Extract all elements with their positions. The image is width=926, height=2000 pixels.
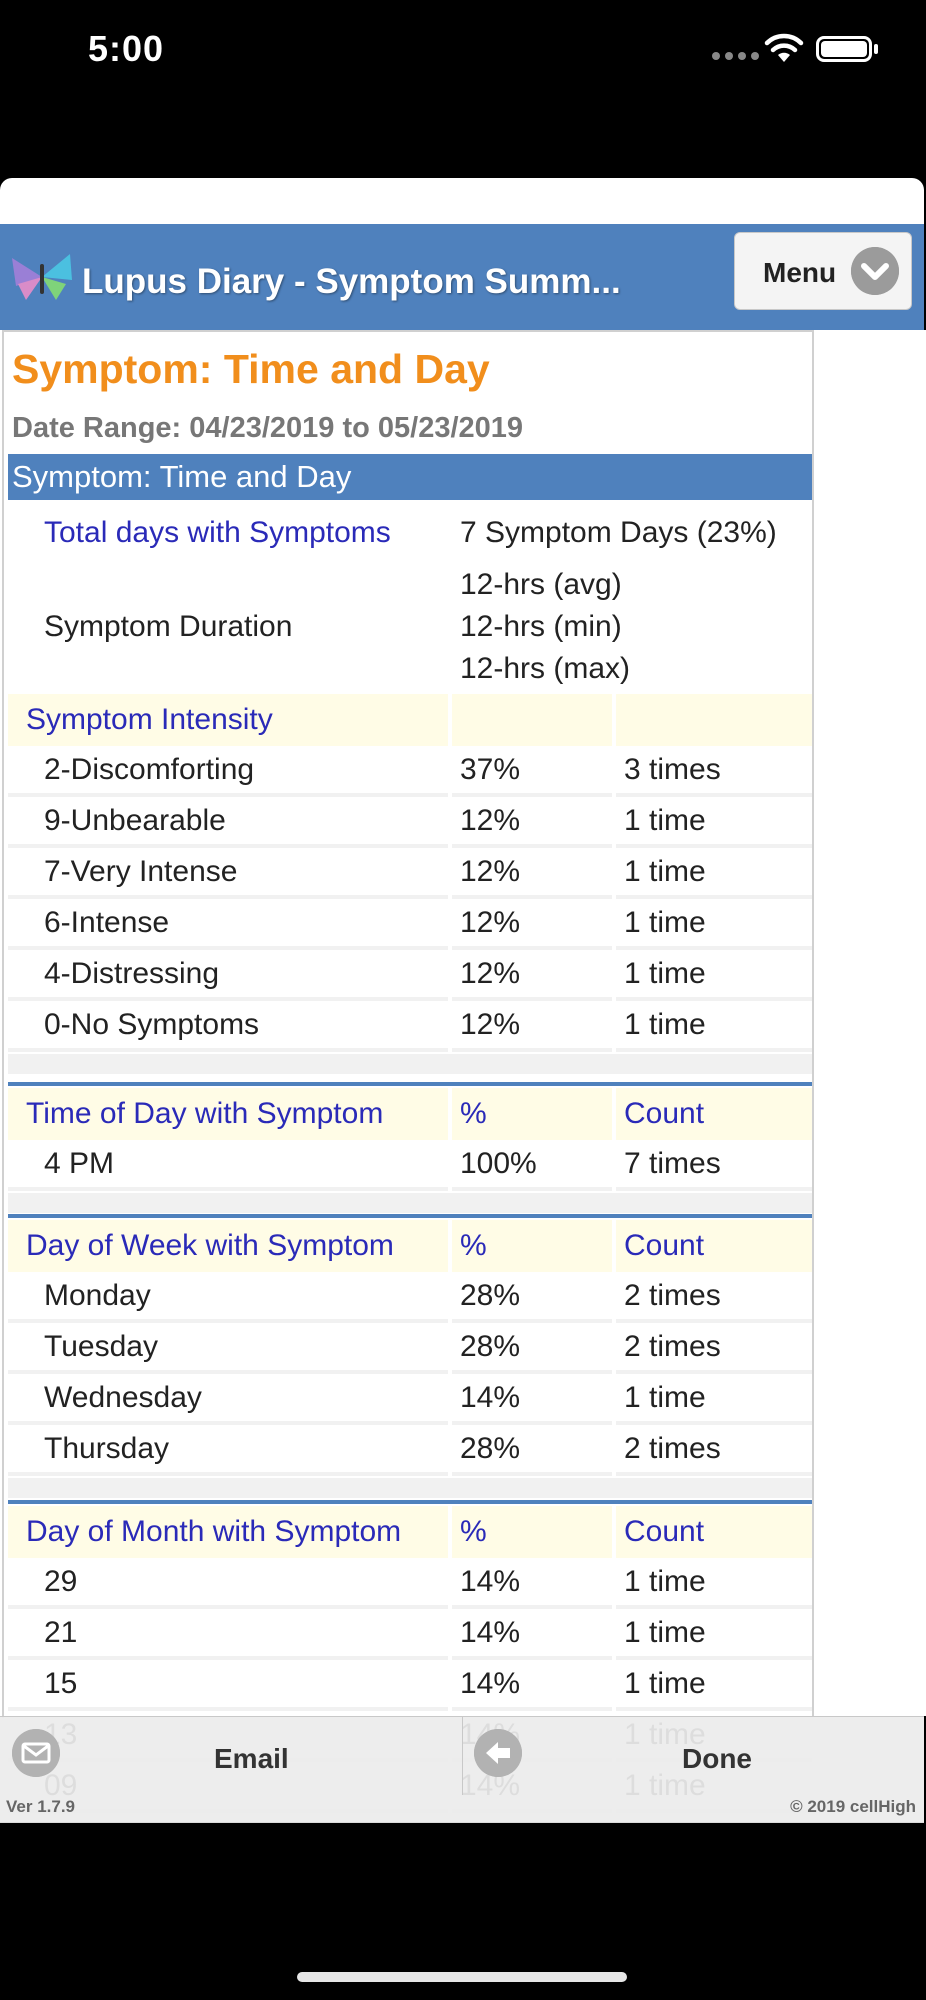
table-row — [8, 1272, 812, 1323]
version-label: Ver 1.7.9 — [6, 1797, 76, 1816]
intensity-header-row — [8, 694, 812, 746]
weekday-count: 2 times — [616, 1425, 812, 1476]
page-title: Symptom: Time and Day — [12, 346, 490, 392]
battery-tip — [874, 44, 878, 54]
day-of-month-header: Day of Month with Symptom — [8, 1506, 448, 1558]
duration-label: Symptom Duration — [44, 610, 293, 643]
table-row — [8, 848, 812, 899]
table-row — [8, 746, 812, 797]
intensity-count: 1 time — [616, 950, 812, 1001]
table-row — [8, 1558, 812, 1609]
email-button[interactable]: Email — [214, 1743, 289, 1774]
monthday-label: 21 — [8, 1609, 448, 1660]
date-range: Date Range: 04/23/2019 to 05/23/2019 — [12, 412, 524, 444]
intensity-pct: 12% — [452, 797, 612, 848]
intensity-header: Symptom Intensity — [8, 694, 448, 746]
table-row — [8, 1660, 812, 1711]
wifi-icon — [764, 32, 804, 64]
weekday-count: 2 times — [616, 1323, 812, 1374]
weekday-label: Monday — [8, 1272, 448, 1323]
pct-header: % — [452, 1220, 612, 1272]
weekday-label: Wednesday — [8, 1374, 448, 1425]
section-spacer — [8, 1193, 812, 1213]
weekday-pct: 14% — [452, 1374, 612, 1425]
intensity-count: 1 time — [616, 1001, 812, 1052]
intensity-label: 0-No Symptoms — [8, 1001, 448, 1052]
time-of-day-header-row — [8, 1088, 812, 1140]
monthday-pct: 14% — [452, 1558, 612, 1609]
duration-min: 12-hrs (min) — [460, 610, 622, 643]
section-divider — [8, 1082, 812, 1086]
intensity-label: 7-Very Intense — [8, 848, 448, 899]
status-bar — [0, 0, 924, 110]
day-of-week-header-row — [8, 1220, 812, 1272]
duration-values — [452, 560, 812, 694]
butterfly-logo-icon — [6, 250, 78, 304]
weekday-count: 2 times — [616, 1272, 812, 1323]
duration-row — [8, 560, 812, 694]
intensity-count: 1 time — [616, 899, 812, 950]
total-days-label: Total days with Symptoms — [44, 516, 391, 549]
day-of-month-header-row — [8, 1506, 812, 1558]
weekday-pct: 28% — [452, 1272, 612, 1323]
weekday-label: Thursday — [8, 1425, 448, 1476]
intensity-label: 6-Intense — [8, 899, 448, 950]
report-content[interactable] — [2, 330, 814, 1718]
app-title: Lupus Diary - Symptom Summ... — [82, 262, 621, 301]
envelope-icon[interactable] — [12, 1729, 60, 1777]
monthday-pct: 14% — [452, 1609, 612, 1660]
day-of-week-header: Day of Week with Symptom — [8, 1220, 448, 1272]
total-days-value: 7 Symptom Days (23%) — [460, 516, 777, 549]
intensity-count: 1 time — [616, 848, 812, 899]
intensity-count: 3 times — [616, 746, 812, 797]
time-pct: 100% — [452, 1140, 612, 1191]
table-row — [8, 950, 812, 1001]
table-row — [8, 1425, 812, 1476]
table-row — [8, 1001, 812, 1052]
right-gutter — [812, 330, 926, 1716]
table-row — [8, 1140, 812, 1191]
intensity-pct: 37% — [452, 746, 612, 797]
intensity-label: 4-Distressing — [8, 950, 448, 1001]
chevron-down-icon — [851, 247, 899, 295]
menu-button-label: Menu — [763, 257, 837, 288]
intensity-label: 9-Unbearable — [8, 797, 448, 848]
count-header: Count — [616, 1506, 812, 1558]
monthday-count: 1 time — [616, 1609, 812, 1660]
table-row — [8, 1323, 812, 1374]
copyright-label: © 2019 cellHigh — [790, 1797, 916, 1816]
duration-max: 12-hrs (max) — [460, 652, 631, 685]
pct-header: % — [452, 1506, 612, 1558]
monthday-count: 1 time — [616, 1660, 812, 1711]
weekday-label: Tuesday — [8, 1323, 448, 1374]
table-row — [8, 1609, 812, 1660]
section-divider — [8, 1214, 812, 1218]
weekday-pct: 28% — [452, 1425, 612, 1476]
status-time: 5:00 — [88, 28, 165, 69]
monthday-pct: 14% — [452, 1660, 612, 1711]
intensity-header-blank — [452, 694, 612, 746]
intensity-pct: 12% — [452, 1001, 612, 1052]
toolbar-separator — [462, 1717, 463, 1795]
section-spacer — [8, 1054, 812, 1074]
section-spacer — [8, 1478, 812, 1498]
monthday-count: 1 time — [616, 1558, 812, 1609]
time-of-day-header: Time of Day with Symptom — [8, 1088, 448, 1140]
intensity-pct: 12% — [452, 848, 612, 899]
count-header: Count — [616, 1088, 812, 1140]
total-days-row — [8, 506, 812, 560]
duration-avg: 12-hrs (avg) — [460, 568, 622, 601]
weekday-count: 1 time — [616, 1374, 812, 1425]
intensity-label: 2-Discomforting — [8, 746, 448, 797]
battery-icon — [816, 36, 872, 62]
home-indicator[interactable] — [297, 1972, 627, 1982]
count-header: Count — [616, 1220, 812, 1272]
weekday-pct: 28% — [452, 1323, 612, 1374]
bottom-toolbar — [0, 1716, 924, 1823]
intensity-pct: 12% — [452, 950, 612, 1001]
table-row — [8, 899, 812, 950]
menu-button[interactable] — [734, 232, 912, 310]
time-label: 4 PM — [8, 1140, 448, 1191]
monthday-label: 29 — [8, 1558, 448, 1609]
table-row — [8, 1374, 812, 1425]
intensity-header-blank — [616, 694, 812, 746]
section-divider — [8, 1500, 812, 1504]
intensity-pct: 12% — [452, 899, 612, 950]
section-header: Symptom: Time and Day — [8, 454, 812, 500]
intensity-count: 1 time — [616, 797, 812, 848]
done-button[interactable]: Done — [682, 1743, 752, 1774]
monthday-label: 15 — [8, 1660, 448, 1711]
app-window — [0, 178, 924, 1822]
cellular-signal-icon — [712, 52, 759, 60]
back-arrow-icon[interactable] — [474, 1729, 522, 1777]
table-row — [8, 797, 812, 848]
pct-header: % — [452, 1088, 612, 1140]
time-count: 7 times — [616, 1140, 812, 1191]
app-header — [0, 224, 924, 330]
